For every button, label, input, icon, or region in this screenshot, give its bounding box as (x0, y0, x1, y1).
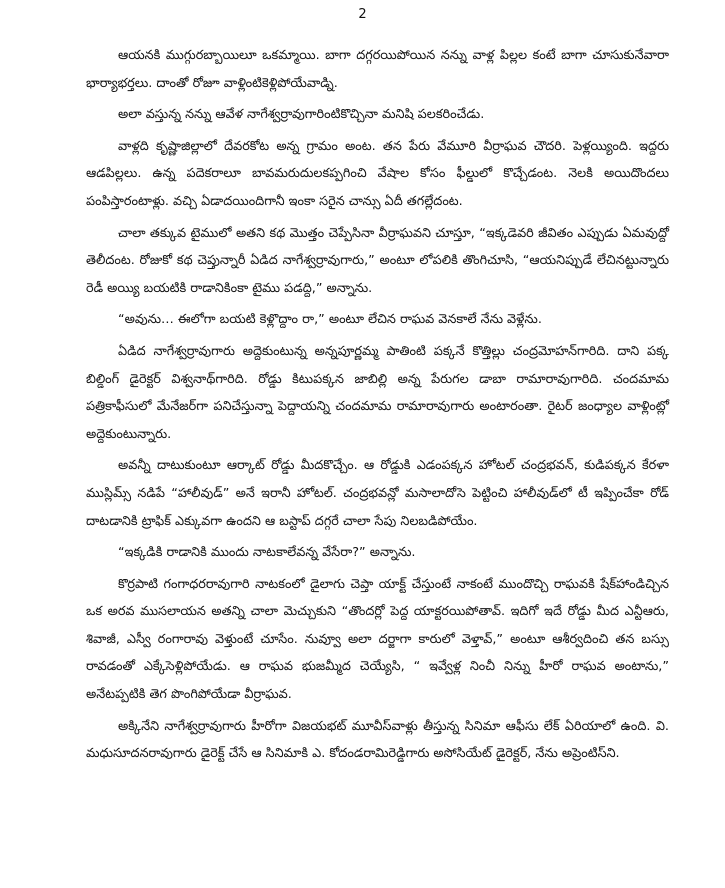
paragraph: అలా వస్తున్న నన్ను ఆవేళ నాగేశ్వర్రావుగారింటికొచ్చినా మనిషి పలకరించేడు. (118, 107, 485, 123)
paragraph: కొర్రపాటి గంగాధరరావుగారి నాటకంలో డైలాగు చెప్తా యాక్ట్ చేస్తుంటే నాకంటే ముందొచ్చి రాఘవకి షేక్‌హాండిచ్చిన ఒక అరవ ముసలాయన అతన్ని చాలా మెచ్చుకుని “తొందర్లో పెద్ద యాక్టరయిపోతావ్. ఇదిగో ఇదే రోడ్డు మీద ఎన్టీఆరు, శివాజీ, ఎస్వీ రంగారావు వెళ్తుంటే చూసేం. నువ్వూ అలా దర్జాగా కారులో వెళ్తావ్,” అంటూ ఆశీర్వదించి తన బస్సు రావడంతో ఎక్కేసెళ్లిపోయేడు. ఆ రాఘవ భుజమ్మీద చెయ్యేసి, “ ఇవ్వేళ్ల నించీ నిన్ను హీరో రాఘవ అంటాను,” అనేటప్పటికి తెగ పొంగిపోయేడా వీర్రాఘవ. (86, 576, 669, 703)
paragraph: చాలా తక్కువ టైములో అతని కథ మొత్తం చెప్పేసినా వీర్రాఘవని చూస్తూ, “ఇక్కడెవరి జీవితం ఎప్పుడు ఏమవుద్దో తెలీదంట. రోజుకో కథ చెప్తున్నారీ ఏడిద నాగేశ్వర్రావుగారు,” అంటూ లోపలికి తొంగిచూసి, “ఆయనిప్పుడే లేచినట్టున్నారు రెడీ అయ్యి బయటికి రాడానికింకా టైము పడద్ది,” అన్నాను. (86, 225, 669, 296)
paragraph: “అవును… ఈలోగా బయటి కెళ్లొద్దాం రా,” అంటూ లేచిన రాఘవ వెనకాలే నేను వెళ్లేను. (118, 312, 542, 328)
paragraph: అక్కినేని నాగేశ్వర్రావుగారు హీరోగా విజయభట్ మూవీస్‌వాళ్లు తీస్తున్న సినిమా ఆఫీసు లేక్ ఏరియాలో ఉంది. వి. మధుసూదనరావుగారు డైరెక్ట్ చేసే ఆ సినిమాకి ఎ. కోదండరామిరెడ్డిగారు అసోసియేట్ డైరెక్టర్, నేను అప్రెంటిస్‌ని. (86, 718, 669, 762)
page-number: 2 (358, 7, 367, 22)
body-text (86, 42, 669, 772)
paragraph: ఏడిద నాగేశ్వర్రావుగారు అద్దెకుంటున్న అన్నపూర్ణమ్మ పాతింటి పక్కనే కొత్తిల్లు చంద్రమోహన్‌గారిది. దాని పక్క బిల్డింగ్ డైరెక్టర్ విశ్వనాథ్‌గారిది. రోడ్డు కిటుపక్కన జాబిల్లి అన్న పేరుగల డాబా రామారావుగారిది. చందమామ పత్రికాఫీసులో మేనేజర్‌గా పనిచేస్తున్నా పెద్దాయన్ని చందమామ రామారావుగారు అంటారంతా. రైటర్ జంధ్యాల వాళ్లింట్లో అద్దెకుంటున్నారు. (86, 343, 669, 442)
paragraph: వాళ్లది కృష్ణాజిల్లాలో దేవరకోట అన్న గ్రామం అంట. తన పేరు వేమూరి వీర్రాఘవ చౌదరి. పెళ్లయ్యింది. ఇద్దరు ఆడపిల్లలు. ఉన్న పదెకరాలూ బావమరుదులకప్పగించి వేషాల కోసం ఫీల్డులో కొచ్చేడంట. నెలకి అయిదొందలు పంపిస్తారంటాళ్లు. వచ్చి ఏడాదయిందిగానీ ఇంకా సరైన చాన్సు ఏదీ తగల్లేదంట. (86, 138, 669, 209)
paragraph: ఆయనకి ముగ్గురబ్బాయిలూ ఒకమ్మాయి. బాగా దగ్గరయిపోయిన నన్ను వాళ్ల పిల్లల కంటే బాగా చూసుకునేవారా భార్యాభర్తలు. దాంతో రోజూ వాళ్లింటికెళ్లిపోయేవాడ్ని. (86, 48, 669, 91)
paragraph: “ఇక్కడికి రాడానికి ముందు నాటకాలేవన్న వేసేరా?” అన్నాను. (118, 545, 416, 561)
paragraph: అవన్నీ దాటుకుంటూ ఆర్కాట్ రోడ్డు మీదకొచ్చేం. ఆ రోడ్డుకి ఎడంపక్కన హోటల్ చంద్రభవన్, కుడిపక్కన కేరళా ముస్లిమ్స్ నడిపే “హాలీవుడ్” అనే ఇరానీ హోటల్. చంద్రభవన్లో మసాలాదోసె పెట్టించి హాలీవుడ్‌లో టీ ఇప్పించేకా రోడ్ దాటడానికి ట్రాఫిక్ ఎక్కువగా ఉందని ఆ బస్టాప్ దగ్గరే చాలా సేపు నిలబడిపోయేం. (86, 458, 669, 529)
